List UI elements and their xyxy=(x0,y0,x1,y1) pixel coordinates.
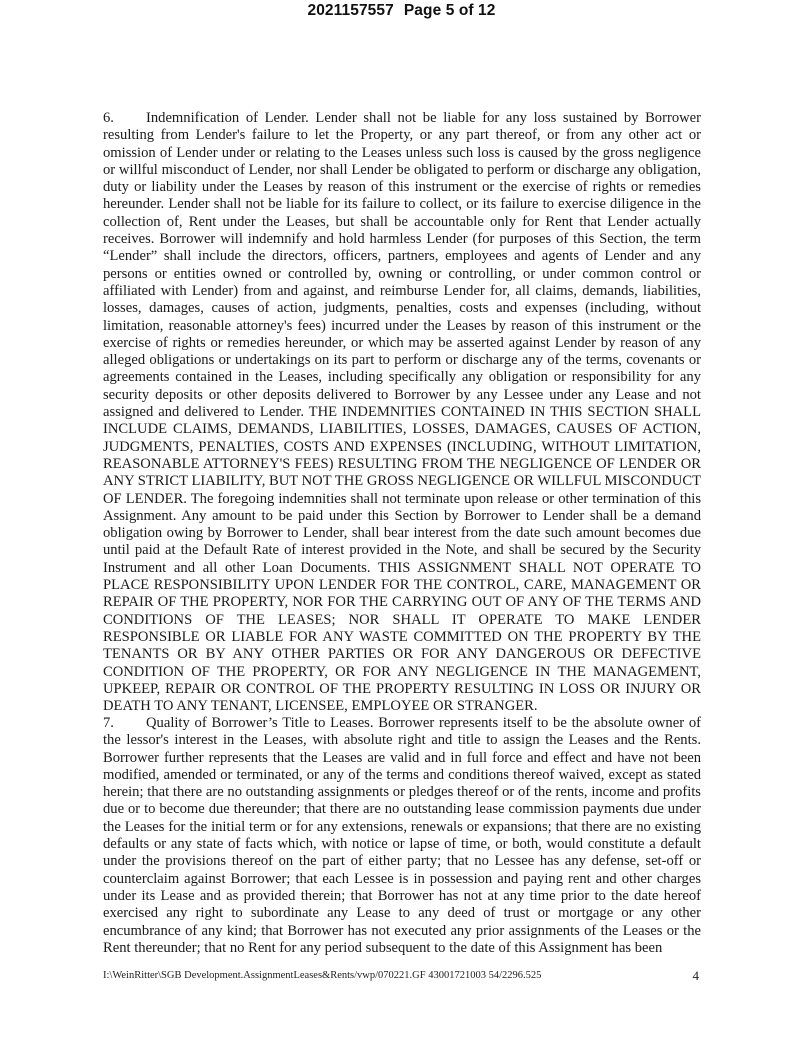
section-7-quality-of-title xyxy=(103,715,701,957)
paragraph xyxy=(103,715,701,957)
document-header xyxy=(0,2,803,20)
page-indicator: Page 5 of 12 xyxy=(403,2,496,19)
section-text: Quality of Borrower’s Title to Leases. Borrower represents itself to be the absolute owner of the lessor's interest in the Leases, with absolute right and title to assign the Leases and the Rents. Borrower further represents that the Leases are valid and in full force and effect and have not been modified, amended or terminated, or any of the terms and conditions thereof waived, except as stated herein; that there are no outstanding assignments or pledges thereof or of the rents, income and profits due or to become due thereunder; that there are no outstanding lease commission payments due under the Leases for the initial term or for any extensions, renewals or expansions; that there are no existing defaults or any state of facts which, with notice or lapse of time, or both, would constitute a default under the provisions thereof on the part of either party; that no Lessee has any defense, set-off or counterclaim against Borrower; that each Lessee is in possession and paying rent and other charges under its Lease and as provided therein; that Borrower has not at any time prior to the date hereof exercised any right to subordinate any Lease to any deed of trust or mortgage or any other encumbrance of any kind; that Borrower has not executed any prior assignments of the Leases or the Rent thereunder; that no Rent for any period subsequent to the date of this Assignment has been xyxy=(103,715,701,956)
section-text: Indemnification of Lender. Lender shall not be liable for any loss sustained by Borrower resulting from Lender's failure to let the Property, or any part thereof, or from any other act or omission of Lender under or relating to the Leases unless such loss is caused by the gross negligence or willful misconduct of Lender, nor shall Lender be obligated to perform or discharge any obligation, duty or liability under the Leases by reason of this instrument or the exercise of rights or remedies hereunder. Lender shall not be liable for its failure to collect, or its failure to exercise diligence in the collection of, Rent under the Leases, but shall be accountable only for Rent that Lender actually receives. Borrower will indemnify and hold harmless Lender (for purposes of this Section, the term “Lender” shall include the directors, officers, partners, employees and agents of Lender and any persons or entities owned or controlled by, owning or controlling, or under common control or affiliated with Lender) from and against, and reimburse Lender for, all claims, demands, liabilities, losses, damages, causes of action, judgments, penalties, costs and expenses (including, without limitation, reasonable attorney's fees) incurred under the Leases by reason of this instrument or the exercise of rights or remedies hereunder, or which may be asserted against Lender by reason of any alleged obligations or undertakings on its part to perform or discharge any of the terms, covenants or agreements contained in the Leases, including specifically any obligation or responsibility for any security deposits or other deposits delivered to Borrower by any Lessee under any Lease and not assigned and delivered to Lender. THE INDEMNITIES CONTAINED IN THIS SECTION SHALL INCLUDE CLAIMS, DEMANDS, LIABILITIES, LOSSES, DAMAGES, CAUSES OF ACTION, JUDGMENTS, PENALTIES, COSTS AND EXPENSES (INCLUDING, WITHOUT LIMITATION, REASONABLE ATTORNEY'S FEES) RESULTING FROM THE NEGLIGENCE OF LENDER OR ANY STRICT LIABILITY, BUT NOT THE GROSS NEGLIGENCE OR WILLFUL MISCONDUCT OF LENDER. The foregoing indemnities shall not terminate upon release or other termination of this Assignment. Any amount to be paid under this Section by Borrower to Lender shall be a demand obligation owing by Borrower to Lender, shall bear interest from the date such amount becomes due until paid at the Default Rate of interest provided in the Note, and shall be secured by the Security Instrument and all other Loan Documents. THIS ASSIGNMENT SHALL NOT OPERATE TO PLACE RESPONSIBILITY UPON LENDER FOR THE CONTROL, CARE, MANAGEMENT OR REPAIR OF THE PROPERTY, NOR FOR THE CARRYING OUT OF ANY OF THE TERMS AND CONDITIONS OF THE LEASES; NOR SHALL IT OPERATE TO MAKE LENDER RESPONSIBLE OR LIABLE FOR ANY WASTE COMMITTED ON THE PROPERTY BY THE TENANTS OR BY ANY OTHER PARTIES OR FOR ANY DANGEROUS OR DEFECTIVE CONDITION OF THE PROPERTY, OR FOR ANY NEGLIGENCE IN THE MANAGEMENT, UPKEEP, REPAIR OR CONTROL OF THE PROPERTY RESULTING IN LOSS OR INJURY OR DEATH TO ANY TENANT, LICENSEE, EMPLOYEE OR STRANGER. xyxy=(103,110,701,715)
section-6-indemnification xyxy=(103,110,701,715)
paragraph xyxy=(103,110,701,715)
footer-file-path: I:\WeinRitter\SGB Development.AssignmentLeases&Rents/vwp/070221.GF 43001721003 54/2296.525 xyxy=(103,970,542,981)
section-number: 7. xyxy=(103,715,114,731)
document-number: 2021157557 xyxy=(307,2,394,19)
section-number: 6. xyxy=(103,110,114,126)
document-footer xyxy=(103,970,701,984)
footer-page-number: 4 xyxy=(692,968,699,983)
